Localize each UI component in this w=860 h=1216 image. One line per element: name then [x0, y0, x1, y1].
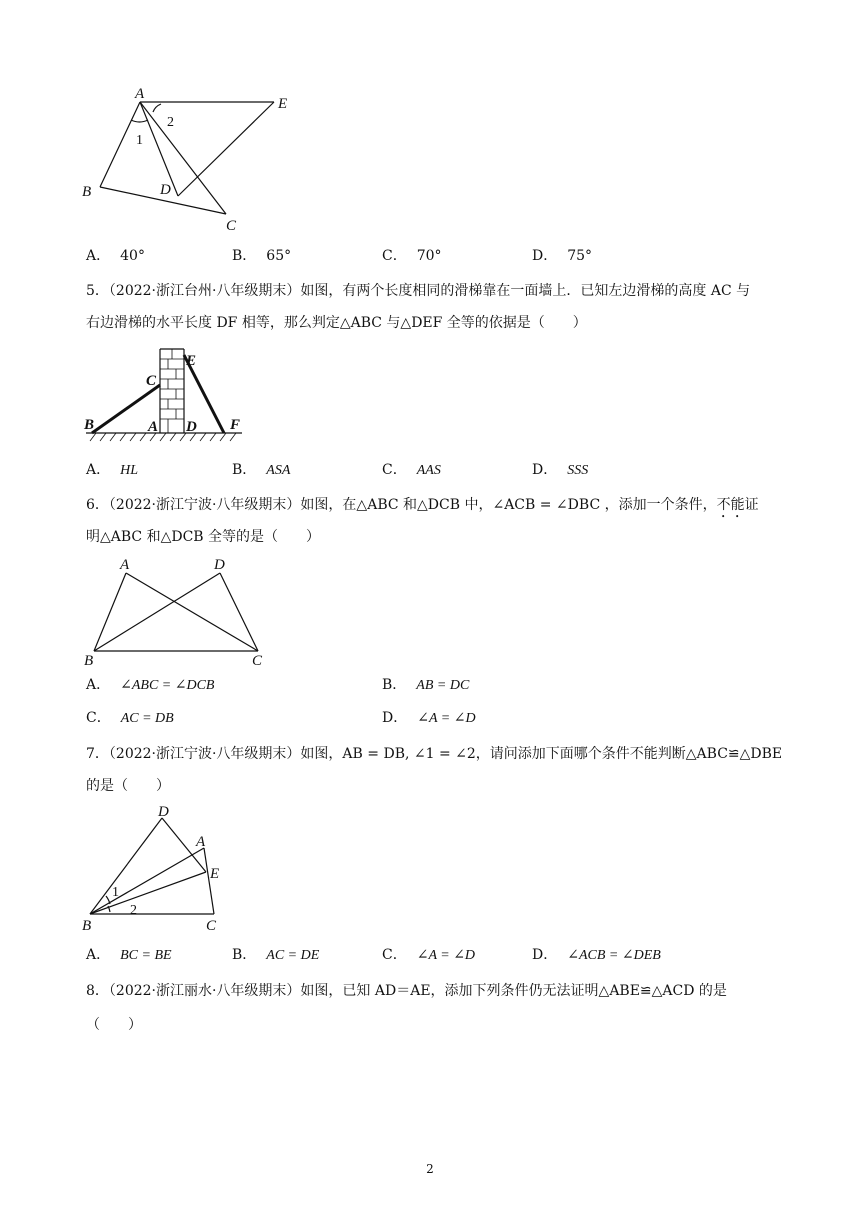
q7-label-B: B [82, 918, 92, 934]
q5-label-E: E [186, 353, 197, 369]
q8-stem-line1: 8．（2022·浙江丽水·八年级期末）如图，已知 AD＝AE，添加下列条件仍无法证明△ABE≌△ACD 的是 [86, 983, 727, 999]
q7-label-D: D [158, 804, 169, 820]
q7-label-A: A [196, 834, 206, 850]
q6-option-d[interactable]: D． ∠A = ∠D [382, 710, 476, 726]
page-number: 2 [426, 1162, 434, 1176]
q7-option-b[interactable]: B． AC = DE [232, 947, 320, 963]
q5-option-b[interactable]: B． ASA [232, 462, 291, 478]
q4-option-d[interactable]: D． 75° [532, 248, 593, 264]
q7-figure [82, 802, 242, 938]
q6-figure [82, 553, 272, 669]
q6-label-B: B [84, 653, 94, 669]
q4-label-C: C [226, 218, 237, 234]
q5-diagram [82, 345, 252, 445]
q4-angle-1: 1 [136, 133, 143, 148]
q7-diagram [82, 802, 242, 938]
q6-label-D: D [214, 557, 225, 573]
q5-option-d[interactable]: D． SSS [532, 462, 589, 478]
q4-option-c[interactable]: C． 70° [382, 248, 442, 264]
q5-label-B: B [84, 417, 95, 433]
q4-label-A: A [135, 86, 145, 102]
q5-option-a[interactable]: A． HL [86, 462, 139, 478]
q4-option-b[interactable]: B． 65° [232, 248, 292, 264]
q5-label-F: F [230, 417, 241, 433]
q6-label-A: A [120, 557, 130, 573]
q5-label-A: A [148, 419, 159, 435]
q4-label-B: B [82, 184, 92, 200]
q6-stem-line1: 6．（2022·浙江宁波·八年级期末）如图，在△ABC 和△DCB 中，∠ACB = ∠DBC ，添加一个条件，不能证 [86, 497, 759, 513]
q4-figure [78, 86, 298, 236]
q5-stem-line2: 右边滑梯的水平长度 DF 相等，那么判定△ABC 与△DEF 全等的依据是（ ） [86, 315, 587, 331]
q4-angle-2: 2 [167, 115, 174, 130]
q7-label-C: C [206, 918, 217, 934]
q5-label-C: C [146, 373, 157, 389]
q7-angle-2: 2 [130, 903, 137, 918]
q7-option-d[interactable]: D． ∠ACB = ∠DEB [532, 947, 661, 963]
q5-label-D: D [186, 419, 197, 435]
q5-figure [82, 345, 252, 445]
q5-stem-line1: 5．（2022·浙江台州·八年级期末）如图，有两个长度相同的滑梯靠在一面墙上．已知左边滑梯的高度 AC 与 [86, 283, 751, 299]
q7-option-a[interactable]: A． BC = BE [86, 947, 172, 963]
q7-option-c[interactable]: C． ∠A = ∠D [382, 947, 476, 963]
q7-label-E: E [210, 866, 220, 882]
q4-diagram [78, 86, 298, 236]
q7-stem-line2: 的是（ ） [86, 778, 170, 794]
q4-label-E: E [278, 96, 288, 112]
q6-diagram [82, 553, 272, 669]
q8-stem-line2: （ ） [86, 1017, 142, 1033]
q6-option-b[interactable]: B． AB = DC [382, 677, 470, 693]
q5-option-c[interactable]: C． AAS [382, 462, 441, 478]
q4-label-D: D [160, 182, 171, 198]
q4-option-a[interactable]: A． 40° [86, 248, 145, 264]
q6-option-c[interactable]: C． AC = DB [86, 710, 174, 726]
q6-stem-line2: 明△ABC 和△DCB 全等的是（ ） [86, 529, 321, 545]
q7-angle-1: 1 [112, 885, 119, 900]
q6-emphasis: 不能 [716, 497, 745, 513]
q6-label-C: C [252, 653, 263, 669]
q6-option-a[interactable]: A． ∠ABC = ∠DCB [86, 677, 215, 693]
q7-stem-line1: 7．（2022·浙江宁波·八年级期末）如图，AB = DB, ∠1 = ∠2，请问添加下面哪个条件不能判断△ABC≌△DBE [86, 746, 783, 762]
